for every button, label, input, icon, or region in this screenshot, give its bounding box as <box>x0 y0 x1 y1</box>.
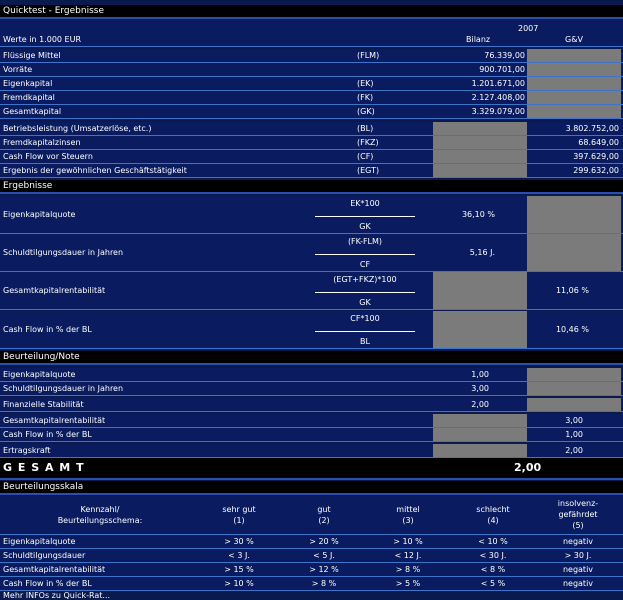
grey-cell <box>527 368 621 381</box>
beurteilung-row <box>0 444 623 458</box>
skala-cell: > 8 % <box>311 579 337 588</box>
row-code: (FK) <box>357 93 374 102</box>
grey-cell <box>433 272 527 309</box>
skala-cell: < 30 J. <box>479 551 507 560</box>
column-bilanz: Bilanz <box>466 35 491 44</box>
ergebnis-row <box>0 196 623 234</box>
footer-link[interactable]: Mehr INFOs zu Quick-Rat... <box>3 591 111 600</box>
skala-cell: negativ <box>562 565 594 574</box>
year-label: 2007 <box>518 24 539 33</box>
row-value: 1,00 <box>565 430 583 439</box>
row-value: 299.632,00 <box>573 166 619 175</box>
skala-cell: > 30 J. <box>564 551 592 560</box>
row-value: 10,46 % <box>555 325 589 334</box>
grey-cell <box>433 122 527 135</box>
skala-head-col: insolvenz- gefährdet (5) <box>557 499 599 530</box>
formula-line <box>315 254 415 255</box>
skala-row <box>0 563 623 577</box>
skala-cell: < 5 J. <box>313 551 335 560</box>
grey-cell <box>433 444 527 457</box>
row-code: (FLM) <box>357 51 380 60</box>
guv-row <box>0 164 623 178</box>
grey-cell <box>527 91 621 104</box>
formula-denominator: GK <box>359 298 371 307</box>
row-label: Schuldtilgungsdauer in Jahren <box>3 248 124 257</box>
row-code: (CF) <box>357 152 374 161</box>
skala-row <box>0 577 623 591</box>
grey-cell <box>433 136 527 149</box>
section-beurteilung <box>0 351 623 365</box>
skala-cell: < 12 J. <box>394 551 422 560</box>
grey-cell <box>527 234 621 271</box>
row-label: Fremdkapitalzinsen <box>3 138 81 147</box>
skala-cell: > 30 % <box>224 537 254 546</box>
row-code: (FKZ) <box>357 138 379 147</box>
row-value: 11,06 % <box>555 286 589 295</box>
row-label: Eigenkapitalquote <box>3 537 76 546</box>
row-label: Cash Flow in % der BL <box>3 579 92 588</box>
formula-numerator: (EGT+FKZ)*100 <box>333 275 397 284</box>
beurteilung-row <box>0 382 623 396</box>
row-label: Betriebsleistung (Umsatzerlöse, etc.) <box>3 124 152 133</box>
skala-cell: < 5 % <box>480 579 506 588</box>
ergebnis-row <box>0 234 623 272</box>
skala-cell: > 12 % <box>309 565 339 574</box>
grey-cell <box>527 398 621 411</box>
bilanz-row <box>0 105 623 119</box>
row-value: 1,00 <box>471 370 489 379</box>
skala-cell: < 3 J. <box>228 551 250 560</box>
page-title: Quicktest - Ergebnisse <box>3 6 105 16</box>
grey-cell <box>527 382 621 395</box>
row-value: 3.329.079,00 <box>471 107 525 116</box>
units-label: Werte in 1.000 EUR <box>3 35 82 44</box>
row-label: Cash Flow in % der BL <box>3 430 92 439</box>
row-value: 68.649,00 <box>578 138 619 147</box>
guv-row <box>0 136 623 150</box>
row-label: Fremdkapital <box>3 93 55 102</box>
formula-numerator: EK*100 <box>350 199 380 208</box>
row-value: 3.802.752,00 <box>565 124 619 133</box>
row-label: Gesamtkapitalrentabilität <box>3 416 106 425</box>
skala-cell: < 10 % <box>478 537 508 546</box>
skala-row <box>0 549 623 563</box>
section-skala <box>0 481 623 495</box>
guv-row <box>0 150 623 164</box>
row-label: Gesamtkapital <box>3 107 62 116</box>
row-code: (BL) <box>357 124 374 133</box>
skala-head-label: Kennzahl/ Beurteilungsschema: <box>57 505 143 525</box>
row-label: Eigenkapitalquote <box>3 210 76 219</box>
grey-cell <box>527 105 621 118</box>
beurteilung-row <box>0 428 623 442</box>
skala-cell: negativ <box>562 579 594 588</box>
skala-cell: > 8 % <box>395 565 421 574</box>
guv-row <box>0 122 623 136</box>
row-label: Flüssige Mittel <box>3 51 61 60</box>
section-title: Beurteilung/Note <box>3 352 80 362</box>
row-label: Cash Flow vor Steuern <box>3 152 93 161</box>
grey-cell <box>433 414 527 427</box>
row-label: Finanzielle Stabilität <box>3 400 84 409</box>
gesamt-value: 2,00 <box>514 461 542 474</box>
skala-row <box>0 535 623 549</box>
row-code: (GK) <box>357 107 375 116</box>
formula-line <box>315 216 415 217</box>
row-code: (EK) <box>357 79 374 88</box>
row-value: 1.201.671,00 <box>471 79 525 88</box>
row-label: Cash Flow in % der BL <box>3 325 92 334</box>
skala-cell: > 10 % <box>393 537 423 546</box>
row-value: 2,00 <box>471 400 489 409</box>
skala-head-col: sehr gut (1) <box>222 505 256 525</box>
grey-cell <box>433 428 527 441</box>
row-label: Gesamtkapitalrentabilität <box>3 286 106 295</box>
grey-cell <box>527 49 621 62</box>
row-value: 2,00 <box>565 446 583 455</box>
grey-cell <box>527 77 621 90</box>
formula-line <box>315 331 415 332</box>
section-title: Ergebnisse <box>3 181 53 191</box>
row-label: Eigenkapital <box>3 79 53 88</box>
row-value: 2.127.408,00 <box>471 93 525 102</box>
skala-cell: > 5 % <box>395 579 421 588</box>
bilanz-row <box>0 91 623 105</box>
section-title-bar <box>0 5 623 19</box>
section-ergebnisse <box>0 180 623 194</box>
row-label: Schuldtilgungsdauer <box>3 551 86 560</box>
row-value: 3,00 <box>471 384 489 393</box>
formula-denominator: BL <box>360 337 370 346</box>
row-label: Vorräte <box>3 65 33 74</box>
ergebnis-row <box>0 272 623 310</box>
column-guv: G&V <box>565 35 583 44</box>
gesamt-label: G E S A M T <box>3 461 85 474</box>
row-value: 3,00 <box>565 416 583 425</box>
formula-denominator: GK <box>359 222 371 231</box>
skala-cell: < 8 % <box>480 565 506 574</box>
formula-numerator: (FK-FLM) <box>347 237 383 246</box>
row-label: Schuldtilgungsdauer in Jahren <box>3 384 124 393</box>
beurteilung-row <box>0 414 623 428</box>
bilanz-row <box>0 49 623 63</box>
bilanz-row <box>0 63 623 77</box>
formula-line <box>315 292 415 293</box>
row-label: Gesamtkapitalrentabilität <box>3 565 106 574</box>
skala-head-col: schlecht (4) <box>476 505 510 525</box>
formula-denominator: CF <box>359 260 371 269</box>
skala-head-col: mittel (3) <box>396 505 420 525</box>
grey-cell <box>527 196 621 233</box>
ergebnis-row <box>0 311 623 349</box>
skala-head-col: gut (2) <box>317 505 331 525</box>
row-label: Eigenkapitalquote <box>3 370 76 379</box>
row-label: Ergebnis der gewöhnlichen Geschäftstätigkeit <box>3 166 187 175</box>
row-value: 900.701,00 <box>479 65 525 74</box>
skala-cell: > 10 % <box>224 579 254 588</box>
section-title: Beurteilungsskala <box>3 482 84 492</box>
bilanz-row <box>0 77 623 91</box>
row-value: 397.629,00 <box>573 152 619 161</box>
skala-cell: negativ <box>562 537 594 546</box>
gesamt-row <box>0 458 623 480</box>
skala-cell: > 20 % <box>309 537 339 546</box>
grey-cell <box>527 63 621 76</box>
row-value: 5,16 J. <box>469 248 495 257</box>
grey-cell <box>433 164 527 177</box>
grey-cell <box>433 311 527 348</box>
skala-cell: > 15 % <box>224 565 254 574</box>
grey-cell <box>433 150 527 163</box>
row-label: Ertragskraft <box>3 446 51 455</box>
beurteilung-row <box>0 398 623 412</box>
formula-numerator: CF*100 <box>350 314 380 323</box>
row-value: 76.339,00 <box>484 51 525 60</box>
row-code: (EGT) <box>357 166 380 175</box>
beurteilung-row <box>0 368 623 382</box>
row-value: 36,10 % <box>461 210 495 219</box>
